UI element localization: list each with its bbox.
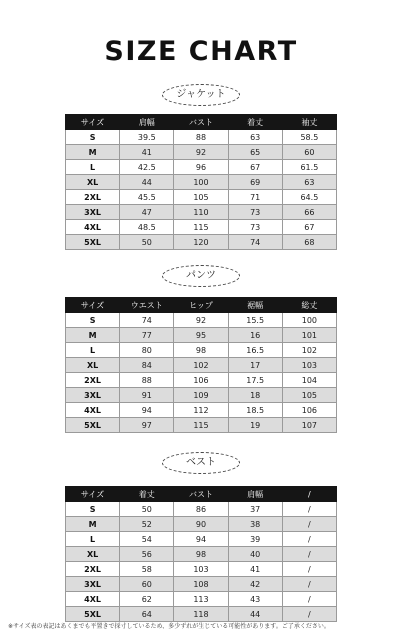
column-header: 裾幅: [228, 298, 282, 313]
table-cell: 63: [228, 130, 282, 145]
section-label-vest: ベスト: [162, 452, 240, 474]
table-row: [66, 517, 337, 532]
table-cell: 100: [174, 175, 228, 190]
page-title: SIZE CHART: [104, 36, 298, 67]
table-cell: 92: [174, 313, 228, 328]
column-header: 袖丈: [282, 115, 336, 130]
table-cell: 15.5: [228, 313, 282, 328]
section-label-pants: パンツ: [162, 265, 240, 287]
table-cell: /: [282, 517, 336, 532]
table-cell: 18: [228, 388, 282, 403]
table-row: [66, 418, 337, 433]
table-row: [66, 175, 337, 190]
table-cell: 74: [120, 313, 174, 328]
table-row: [66, 328, 337, 343]
table-row: [66, 313, 337, 328]
table-cell: 38: [228, 517, 282, 532]
table-cell: 19: [228, 418, 282, 433]
table-cell: 98: [174, 547, 228, 562]
table-cell: 112: [174, 403, 228, 418]
table-cell: 97: [120, 418, 174, 433]
table-cell: 73: [228, 205, 282, 220]
table-cell: 110: [174, 205, 228, 220]
table-header-row: [66, 487, 337, 502]
column-header: バスト: [174, 487, 228, 502]
column-header: ヒップ: [174, 298, 228, 313]
size-label-cell: 4XL: [66, 403, 120, 418]
table-cell: 118: [174, 607, 228, 622]
table-cell: 108: [174, 577, 228, 592]
table-row: [66, 220, 337, 235]
size-label-cell: XL: [66, 547, 120, 562]
table-row: [66, 130, 337, 145]
table-row: [66, 190, 337, 205]
table-row: [66, 388, 337, 403]
table-cell: 103: [174, 562, 228, 577]
table-cell: 50: [120, 502, 174, 517]
table-cell: 106: [282, 403, 336, 418]
table-cell: 98: [174, 343, 228, 358]
column-header: 肩幅: [228, 487, 282, 502]
table-cell: 43: [228, 592, 282, 607]
table-cell: /: [282, 607, 336, 622]
table-cell: 86: [174, 502, 228, 517]
size-label-cell: M: [66, 517, 120, 532]
table-cell: 62: [120, 592, 174, 607]
table-row: [66, 403, 337, 418]
table-cell: 17.5: [228, 373, 282, 388]
table-cell: 77: [120, 328, 174, 343]
table-cell: 52: [120, 517, 174, 532]
table-cell: 41: [228, 562, 282, 577]
table-cell: 67: [228, 160, 282, 175]
table-cell: 109: [174, 388, 228, 403]
column-header: 着丈: [120, 487, 174, 502]
table-cell: 103: [282, 358, 336, 373]
table-cell: 94: [120, 403, 174, 418]
table-cell: 113: [174, 592, 228, 607]
table-cell: 45.5: [120, 190, 174, 205]
column-header: サイズ: [66, 115, 120, 130]
size-table-jacket: [65, 114, 337, 250]
table-cell: 60: [282, 145, 336, 160]
table-cell: 61.5: [282, 160, 336, 175]
table-row: [66, 358, 337, 373]
table-cell: 120: [174, 235, 228, 250]
table-row: [66, 547, 337, 562]
table-cell: 39: [228, 532, 282, 547]
size-label-cell: 2XL: [66, 373, 120, 388]
column-header: 肩幅: [120, 115, 174, 130]
size-label-cell: XL: [66, 175, 120, 190]
table-cell: 44: [120, 175, 174, 190]
table-row: [66, 577, 337, 592]
size-table-pants: [65, 297, 337, 433]
table-cell: 58: [120, 562, 174, 577]
table-cell: 94: [174, 532, 228, 547]
table-cell: 69: [228, 175, 282, 190]
table-cell: 74: [228, 235, 282, 250]
table-cell: 47: [120, 205, 174, 220]
table-cell: 60: [120, 577, 174, 592]
size-label-cell: 3XL: [66, 205, 120, 220]
table-cell: /: [282, 592, 336, 607]
table-row: [66, 502, 337, 517]
table-cell: 67: [282, 220, 336, 235]
table-cell: 71: [228, 190, 282, 205]
table-cell: 16: [228, 328, 282, 343]
table-row: [66, 607, 337, 622]
table-cell: 91: [120, 388, 174, 403]
size-label-cell: L: [66, 343, 120, 358]
size-label-cell: 3XL: [66, 577, 120, 592]
column-header: 着丈: [228, 115, 282, 130]
size-label-cell: 2XL: [66, 190, 120, 205]
table-row: [66, 145, 337, 160]
column-header: バスト: [174, 115, 228, 130]
size-label-cell: 4XL: [66, 220, 120, 235]
table-cell: 40: [228, 547, 282, 562]
table-cell: 16.5: [228, 343, 282, 358]
size-label-cell: XL: [66, 358, 120, 373]
table-cell: 102: [282, 343, 336, 358]
table-cell: /: [282, 562, 336, 577]
table-cell: 41: [120, 145, 174, 160]
table-cell: 44: [228, 607, 282, 622]
table-row: [66, 160, 337, 175]
size-label-cell: S: [66, 130, 120, 145]
size-label-cell: L: [66, 160, 120, 175]
table-cell: /: [282, 547, 336, 562]
table-cell: 73: [228, 220, 282, 235]
table-cell: 104: [282, 373, 336, 388]
table-cell: 115: [174, 220, 228, 235]
size-label-cell: 4XL: [66, 592, 120, 607]
table-cell: 95: [174, 328, 228, 343]
table-row: [66, 562, 337, 577]
table-cell: 17: [228, 358, 282, 373]
table-cell: 37: [228, 502, 282, 517]
table-cell: 65: [228, 145, 282, 160]
size-label-cell: S: [66, 502, 120, 517]
table-cell: 105: [174, 190, 228, 205]
table-row: [66, 235, 337, 250]
table-cell: 39.5: [120, 130, 174, 145]
table-cell: 92: [174, 145, 228, 160]
column-header: /: [282, 487, 336, 502]
size-label-cell: 2XL: [66, 562, 120, 577]
size-label-cell: 5XL: [66, 607, 120, 622]
table-row: [66, 592, 337, 607]
table-cell: 88: [174, 130, 228, 145]
column-header: サイズ: [66, 298, 120, 313]
size-label-cell: 5XL: [66, 418, 120, 433]
size-label-cell: 3XL: [66, 388, 120, 403]
column-header: 総丈: [282, 298, 336, 313]
table-header-row: [66, 115, 337, 130]
footnote: ※サイズ表の表記はあくまでも平置きで採寸しているため、多少ずれが生じている可能性があります。ご了承ください。: [8, 623, 330, 630]
table-cell: 56: [120, 547, 174, 562]
table-cell: 58.5: [282, 130, 336, 145]
table-cell: 80: [120, 343, 174, 358]
table-cell: /: [282, 502, 336, 517]
column-header: ウエスト: [120, 298, 174, 313]
table-cell: 18.5: [228, 403, 282, 418]
table-row: [66, 343, 337, 358]
table-cell: 105: [282, 388, 336, 403]
table-row: [66, 532, 337, 547]
size-label-cell: S: [66, 313, 120, 328]
table-cell: 102: [174, 358, 228, 373]
table-cell: 64: [120, 607, 174, 622]
size-label-cell: M: [66, 145, 120, 160]
table-cell: 68: [282, 235, 336, 250]
table-row: [66, 373, 337, 388]
table-cell: 101: [282, 328, 336, 343]
table-cell: 84: [120, 358, 174, 373]
size-label-cell: M: [66, 328, 120, 343]
table-cell: 66: [282, 205, 336, 220]
table-cell: 115: [174, 418, 228, 433]
table-cell: 107: [282, 418, 336, 433]
table-cell: /: [282, 532, 336, 547]
table-cell: 48.5: [120, 220, 174, 235]
table-row: [66, 205, 337, 220]
table-header-row: [66, 298, 337, 313]
size-table-vest: [65, 486, 337, 622]
table-cell: 100: [282, 313, 336, 328]
size-label-cell: 5XL: [66, 235, 120, 250]
table-cell: 54: [120, 532, 174, 547]
table-cell: 90: [174, 517, 228, 532]
table-cell: 96: [174, 160, 228, 175]
table-cell: 42.5: [120, 160, 174, 175]
table-cell: 106: [174, 373, 228, 388]
size-label-cell: L: [66, 532, 120, 547]
table-cell: 88: [120, 373, 174, 388]
column-header: サイズ: [66, 487, 120, 502]
table-cell: /: [282, 577, 336, 592]
table-cell: 63: [282, 175, 336, 190]
table-cell: 50: [120, 235, 174, 250]
section-label-jacket: ジャケット: [162, 84, 240, 106]
table-cell: 64.5: [282, 190, 336, 205]
table-cell: 42: [228, 577, 282, 592]
